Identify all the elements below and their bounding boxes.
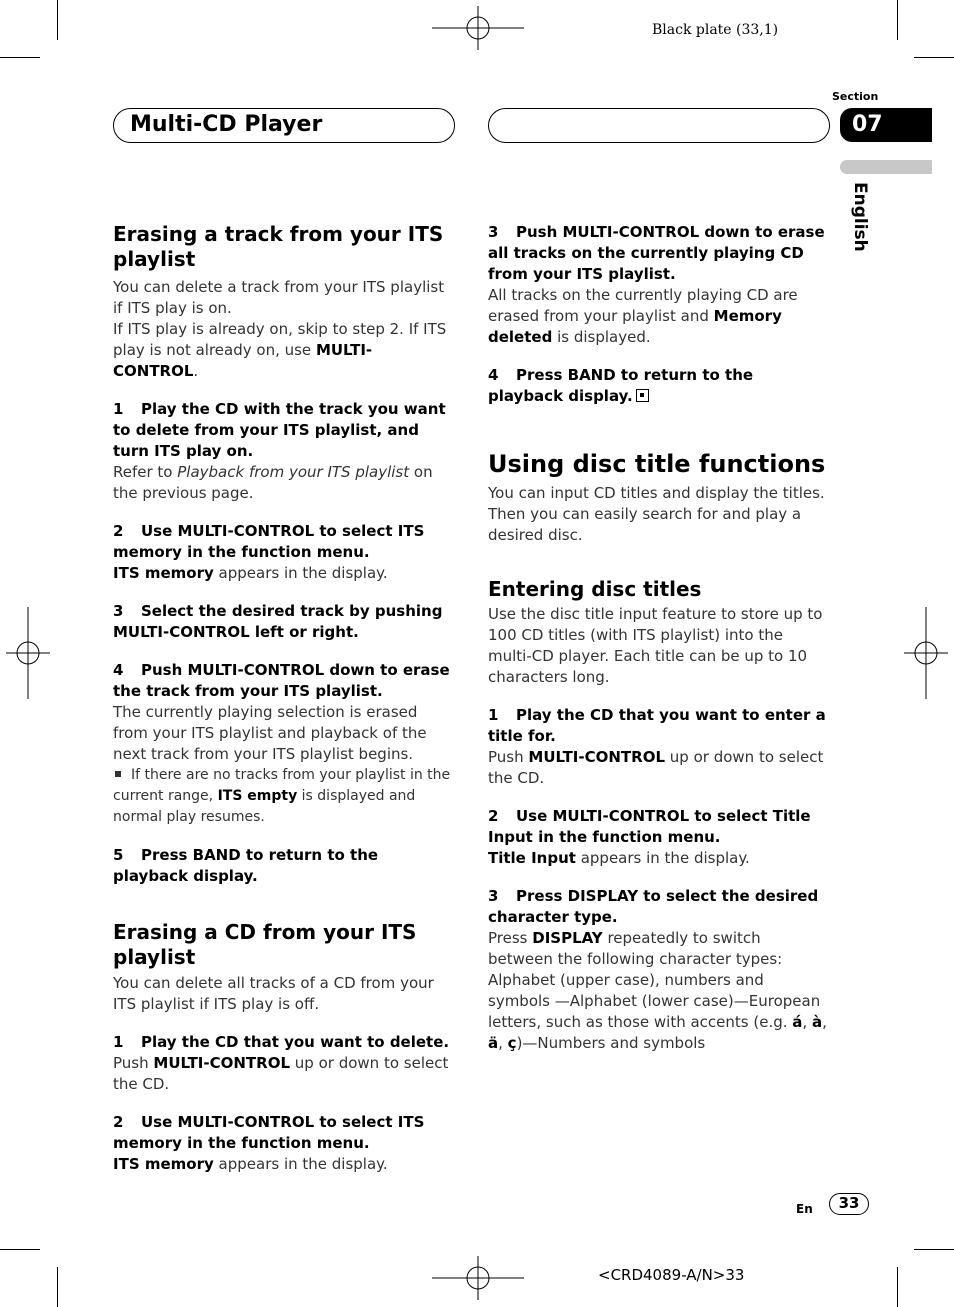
paragraph: Alphabet (upper case), numbers and symbols —Alphabet (lower case)—European letters, such as those with accents (e.g. á, à, ä, ç)—Numbers and symbols bbox=[488, 971, 827, 1052]
document-code: <CRD4089-A/N>33 bbox=[598, 1266, 745, 1284]
plate-label: Black plate (33,1) bbox=[652, 22, 779, 38]
footer-language-code: En bbox=[796, 1202, 813, 1216]
step-heading: 2 Use MULTI-CONTROL to select ITS memory in the function menu. bbox=[113, 1113, 425, 1152]
heading-erase-track: Erasing a track from your ITS playlist bbox=[113, 222, 444, 271]
language-label: English bbox=[850, 182, 870, 252]
crop-mark bbox=[57, 1267, 58, 1307]
paragraph: Use the disc title input feature to store up to 100 CD titles (with ITS playlist) into the multi-CD player. Each title can be up to 10 characters long. bbox=[488, 605, 823, 686]
paragraph: The currently playing selection is erased from your ITS playlist and playback of the next track from your ITS playlist begins. bbox=[113, 703, 427, 763]
crop-mark bbox=[914, 1249, 954, 1250]
step-heading: 3 Push MULTI-CONTROL down to erase all tracks on the currently playing CD from your ITS playlist. bbox=[488, 223, 825, 283]
step-heading: 3 Select the desired track by pushing MULTI-CONTROL left or right. bbox=[113, 602, 443, 641]
section-number-tab: 07 bbox=[840, 108, 932, 142]
paragraph: You can delete a track from your ITS playlist if ITS play is on. bbox=[113, 278, 445, 317]
registration-mark-top bbox=[432, 6, 524, 50]
step-heading: 3 Press DISPLAY to select the desired character type. bbox=[488, 887, 819, 926]
paragraph: Push MULTI-CONTROL up or down to select the CD. bbox=[113, 1054, 449, 1093]
crop-mark bbox=[897, 1267, 898, 1307]
left-column bbox=[113, 222, 453, 1175]
paragraph: All tracks on the currently playing CD are erased from your playlist and Memory deleted is displayed. bbox=[488, 286, 798, 346]
heading-erase-cd: Erasing a CD from your ITS playlist bbox=[113, 920, 417, 969]
end-of-section-icon bbox=[636, 389, 649, 402]
language-tab-bar bbox=[840, 160, 932, 174]
registration-mark-right bbox=[904, 607, 948, 699]
step-heading: 5 Press BAND to return to the playback display. bbox=[113, 846, 379, 885]
paragraph: You can delete all tracks of a CD from your ITS playlist if ITS play is off. bbox=[113, 974, 434, 1013]
step-heading: 1 Play the CD that you want to delete. bbox=[113, 1033, 450, 1051]
step-heading: 4 Push MULTI-CONTROL down to erase the track from your ITS playlist. bbox=[113, 661, 450, 700]
crop-mark bbox=[914, 57, 954, 58]
heading-entering-titles: Entering disc titles bbox=[488, 577, 702, 601]
crop-mark bbox=[0, 1249, 40, 1250]
paragraph: Push MULTI-CONTROL up or down to select the CD. bbox=[488, 748, 824, 787]
page-number: 33 bbox=[829, 1193, 869, 1215]
crop-mark bbox=[57, 0, 58, 40]
crop-mark bbox=[897, 0, 898, 40]
paragraph: If ITS play is already on, skip to step 2. If ITS play is not already on, use MULTI-CONTROL. bbox=[113, 320, 447, 380]
paragraph: ITS memory appears in the display. bbox=[113, 1155, 388, 1173]
registration-mark-left bbox=[6, 607, 50, 699]
page-title: Multi-CD Player bbox=[130, 112, 323, 137]
paragraph: Press DISPLAY repeatedly to switch between the following character types: bbox=[488, 929, 783, 968]
step-heading: 4 Press BAND to return to the playback display. bbox=[488, 366, 754, 405]
registration-mark-bottom bbox=[432, 1256, 524, 1300]
step-heading: 2 Use MULTI-CONTROL to select ITS memory in the function menu. bbox=[113, 522, 425, 561]
step-heading: 1 Play the CD with the track you want to delete from your ITS playlist, and turn ITS play on. bbox=[113, 400, 446, 460]
paragraph: Refer to Playback from your ITS playlist on the previous page. bbox=[113, 463, 433, 502]
step-heading: 1 Play the CD that you want to enter a title for. bbox=[488, 706, 826, 745]
note: If there are no tracks from your playlist in the current range, ITS empty is displayed and normal play resumes. bbox=[113, 767, 451, 825]
paragraph: ITS memory appears in the display. bbox=[113, 564, 388, 582]
heading-disc-title: Using disc title functions bbox=[488, 450, 826, 478]
bullet-square-icon bbox=[115, 771, 121, 777]
paragraph: You can input CD titles and display the titles. Then you can easily search for and play a desired disc. bbox=[488, 484, 825, 544]
paragraph: Title Input appears in the display. bbox=[488, 849, 750, 867]
section-label: Section bbox=[832, 90, 879, 103]
header-blank-pill bbox=[488, 108, 830, 143]
crop-mark bbox=[0, 57, 40, 58]
step-heading: 2 Use MULTI-CONTROL to select Title Input in the function menu. bbox=[488, 807, 811, 846]
right-column bbox=[488, 222, 828, 1054]
